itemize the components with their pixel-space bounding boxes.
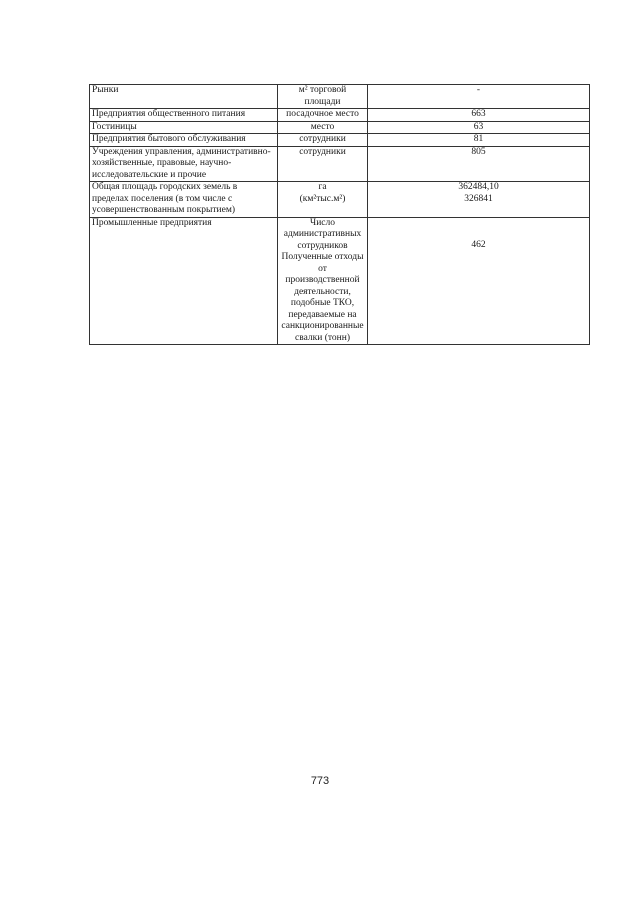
row-unit: Число административных сотрудников Полученные отходы от производственной деятельности, подобные ТКО, передаваемые на санкционированные свалки (тонн) — [278, 217, 368, 345]
row-value: - — [368, 85, 590, 109]
row-unit: сотрудники — [278, 146, 368, 182]
row-name: Промышленные предприятия — [90, 217, 278, 345]
row-value: 663 — [368, 109, 590, 122]
row-name: Рынки — [90, 85, 278, 109]
row-value: 81 — [368, 134, 590, 147]
row-name: Предприятия общественного питания — [90, 109, 278, 122]
table-row — [90, 182, 590, 218]
table-row — [90, 109, 590, 122]
row-unit: место — [278, 121, 368, 134]
row-name: Предприятия бытового обслуживания — [90, 134, 278, 147]
row-unit: га (км²тыс.м²) — [278, 182, 368, 218]
row-unit: м² торговой площади — [278, 85, 368, 109]
row-value: 462 — [471, 239, 486, 250]
table-row — [90, 121, 590, 134]
page-number: 773 — [310, 775, 330, 787]
row-name: Гостиницы — [90, 121, 278, 134]
row-unit: посадочное место — [278, 109, 368, 122]
row-value: 805 — [368, 146, 590, 182]
waste-norms-table — [89, 84, 590, 345]
row-unit: сотрудники — [278, 134, 368, 147]
row-value: 63 — [368, 121, 590, 134]
row-name: Учреждения управления, административно-хозяйственные, правовые, научно-исследовательские и прочие — [90, 146, 278, 182]
row-value-cell — [368, 217, 590, 345]
table-row — [90, 217, 590, 345]
table-row — [90, 134, 590, 147]
row-value: 362484,10 326841 — [368, 182, 590, 218]
table-row — [90, 85, 590, 109]
table-row — [90, 146, 590, 182]
row-name: Общая площадь городских земель в пределах поселения (в том числе с усовершенствованным покрытием) — [90, 182, 278, 218]
